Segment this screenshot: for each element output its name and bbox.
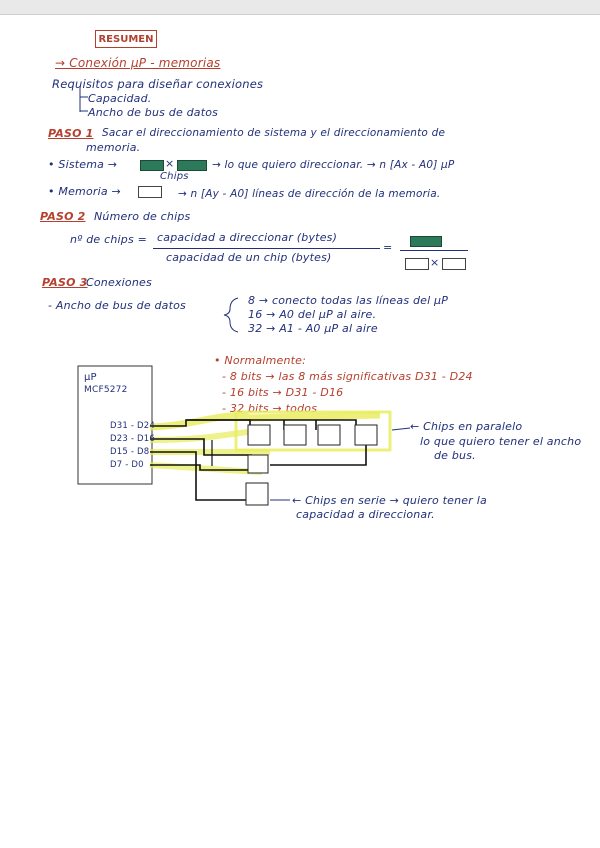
memory-chip (284, 425, 306, 445)
normalmente-item-16: - 16 bits → D31 - D16 (222, 386, 344, 399)
memory-chip (246, 483, 268, 505)
memoria-result: → n [Ay - A0] líneas de dirección de la memoria. (178, 188, 441, 200)
brace-icon (224, 298, 238, 332)
paso3-text: Conexiones (86, 276, 152, 289)
note-serie-line1: ← Chips en serie → quiero tener la (292, 494, 487, 507)
paso1-text-line2: memoria. (86, 141, 141, 154)
paso3-label: PASO 3 (42, 276, 88, 289)
memoria-label: • Memoria → (48, 185, 121, 198)
highlight-band (150, 465, 262, 472)
normalmente-item-32: - 32 bits → todos (222, 402, 318, 415)
requisitos-label: Requisitos para diseñar conexiones (52, 77, 264, 91)
sistema-label: • Sistema → (48, 158, 118, 171)
up-label: µP (84, 372, 97, 383)
bus-label-d31-d24: D31 - D24 (110, 421, 155, 431)
note-serie-line2: capacidad a direccionar. (296, 508, 435, 521)
paso3-option-8: 8 → conecto todas las líneas del µP (248, 294, 449, 307)
memory-chip (318, 425, 340, 445)
paso2-lhs: nº de chips = (70, 233, 148, 246)
normalmente-item-8: - 8 bits → las 8 más significativas D31 - D24 (222, 370, 473, 383)
paso2-label: PASO 2 (40, 210, 86, 223)
tree-arrow-icon (80, 88, 88, 112)
paso2-denominator: capacidad de un chip (bytes) (166, 251, 332, 264)
paso2-equals: = (383, 241, 393, 254)
paso2-text: Número de chips (94, 210, 191, 223)
memory-chip (248, 425, 270, 445)
requisito-ancho-bus: Ancho de bus de datos (88, 106, 219, 119)
paso2-numerator: capacidad a direccionar (bytes) (157, 231, 338, 244)
bus-label-d15-d8: D15 - D8 (110, 447, 150, 457)
normalmente-label: • Normalmente: (214, 354, 307, 367)
sistema-result: → lo que quiero direccionar. → n [Ax - A0] µP (212, 159, 455, 171)
paso3-ancho: - Ancho de bus de datos (48, 299, 186, 312)
memory-chip (248, 455, 268, 473)
paso2-times: × (430, 256, 440, 269)
page-title: RESUMEN (95, 30, 157, 48)
bus-label-d23-d16: D23 - D16 (110, 434, 155, 444)
paso1-label: PASO 1 (48, 127, 94, 140)
note-paralelo-line1: ← Chips en paralelo (410, 420, 523, 433)
annotation-arrow (392, 428, 410, 430)
section-heading: → Conexión µP - memorias (55, 56, 221, 70)
up-model: MCF5272 (84, 385, 128, 395)
bus-line (150, 452, 250, 500)
paso1-text-line1: Sacar el direccionamiento de sistema y el direccionamiento de (102, 127, 446, 139)
requisito-capacidad: Capacidad. (88, 92, 152, 105)
note-paralelo-line2: lo que quiero tener el ancho (420, 435, 582, 448)
sistema-times: × (165, 157, 175, 170)
memory-chip (355, 425, 377, 445)
bus-label-d7-d0: D7 - D0 (110, 460, 144, 470)
sistema-chips-label: Chips (160, 171, 189, 182)
note-paralelo-line3: de bus. (434, 449, 476, 462)
paso3-option-32: 32 → A1 - A0 µP al aire (248, 322, 378, 335)
paso3-option-16: 16 → A0 del µP al aire. (248, 308, 377, 321)
